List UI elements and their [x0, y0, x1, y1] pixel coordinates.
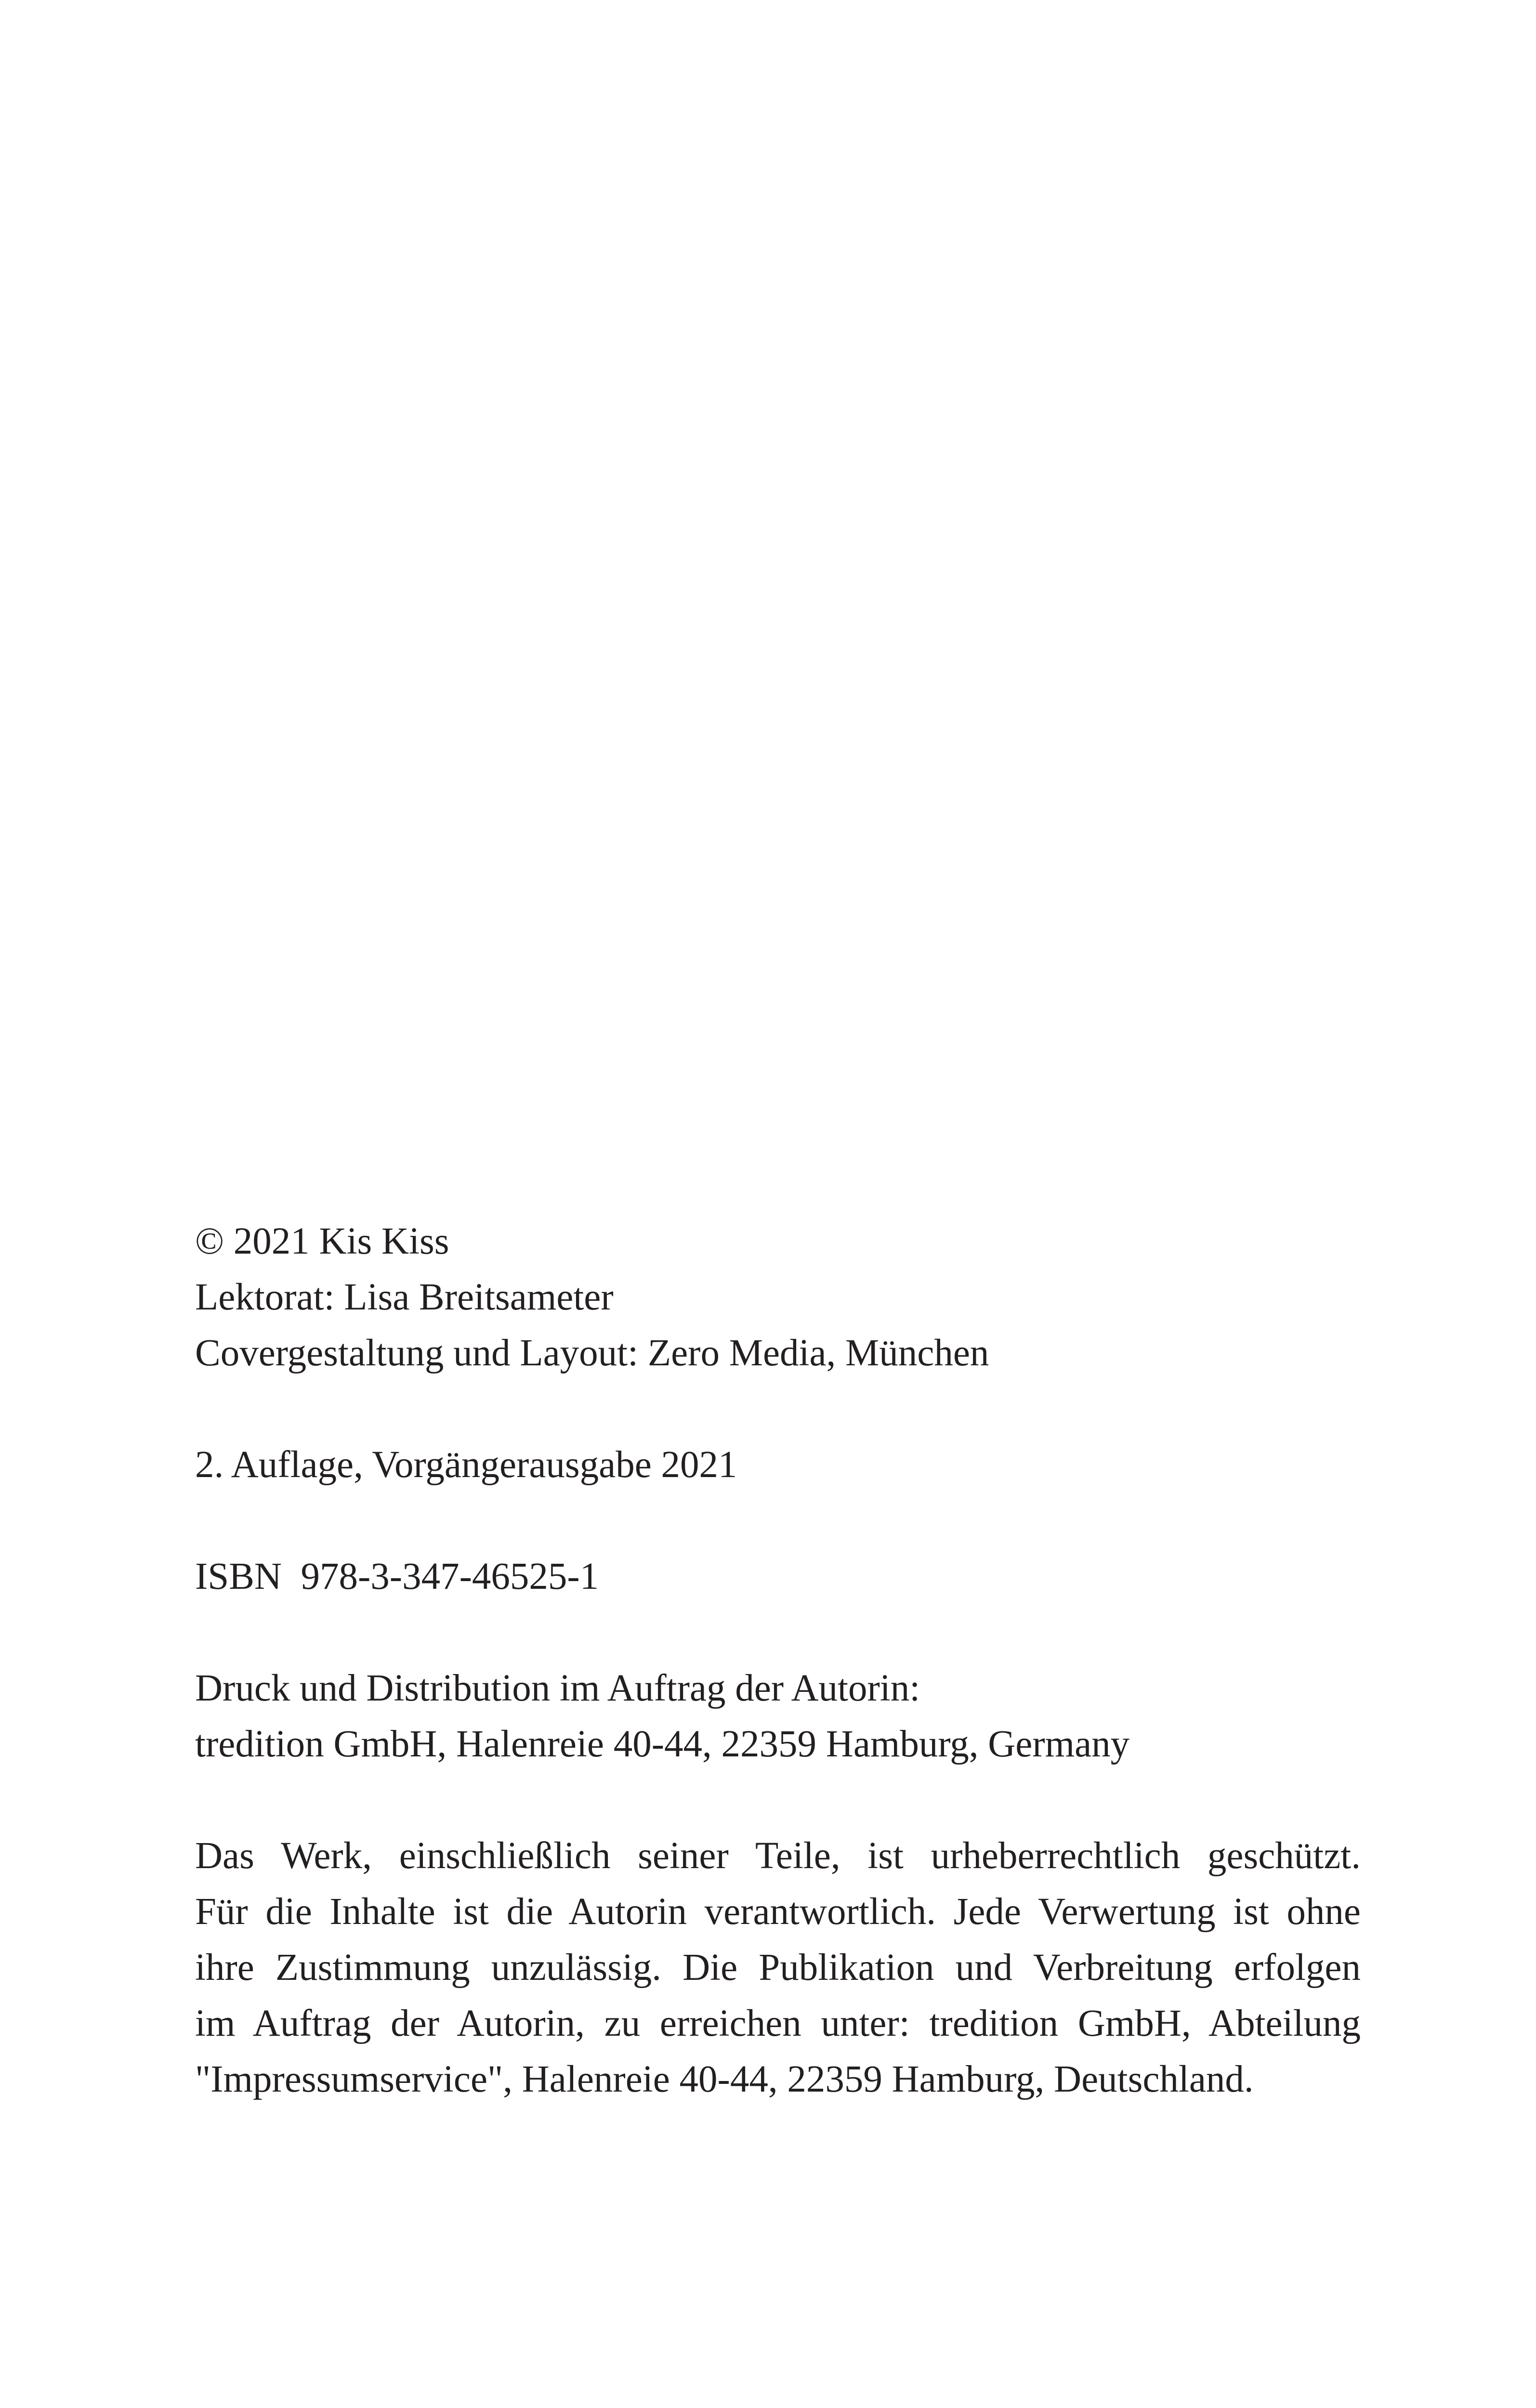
design-line: Covergestaltung und Layout: Zero Media, München	[195, 1332, 989, 1374]
distribution-line-2: tredition GmbH, Halenreie 40-44, 22359 Hamburg, Germany	[195, 1723, 1130, 1765]
legal-notice-line-3: ihre Zustimmung unzulässig. Die Publikation und Verbreitung erfolgen	[195, 1947, 1361, 1989]
imprint-page	[195, 1214, 1361, 2107]
distribution-line-1: Druck und Distribution im Auftrag der Autorin:	[195, 1667, 920, 1709]
isbn-line: ISBN 978-3-347-46525-1	[195, 1556, 599, 1597]
legal-notice-line-2: Für die Inhalte ist die Autorin verantwortlich. Jede Verwertung ist ohne	[195, 1891, 1361, 1933]
copyright-line: © 2021 Kis Kiss	[195, 1220, 449, 1262]
isbn-block	[195, 1549, 1361, 1605]
legal-notice-line-5: "Impressumservice", Halenreie 40-44, 22359 Hamburg, Deutschland.	[195, 2058, 1254, 2100]
legal-notice-line-1: Das Werk, einschließlich seiner Teile, ist urheberrechtlich geschützt.	[195, 1835, 1361, 1877]
legal-notice-line-4: im Auftrag der Autorin, zu erreichen unter: tredition GmbH, Abteilung	[195, 2002, 1361, 2044]
distribution-block	[195, 1661, 1361, 1772]
edition-line: 2. Auflage, Vorgängerausgabe 2021	[195, 1444, 737, 1486]
editing-line: Lektorat: Lisa Breitsameter	[195, 1276, 614, 1318]
edition-block	[195, 1437, 1361, 1493]
legal-notice-block	[195, 1828, 1361, 2107]
credits-block	[195, 1214, 1361, 1381]
